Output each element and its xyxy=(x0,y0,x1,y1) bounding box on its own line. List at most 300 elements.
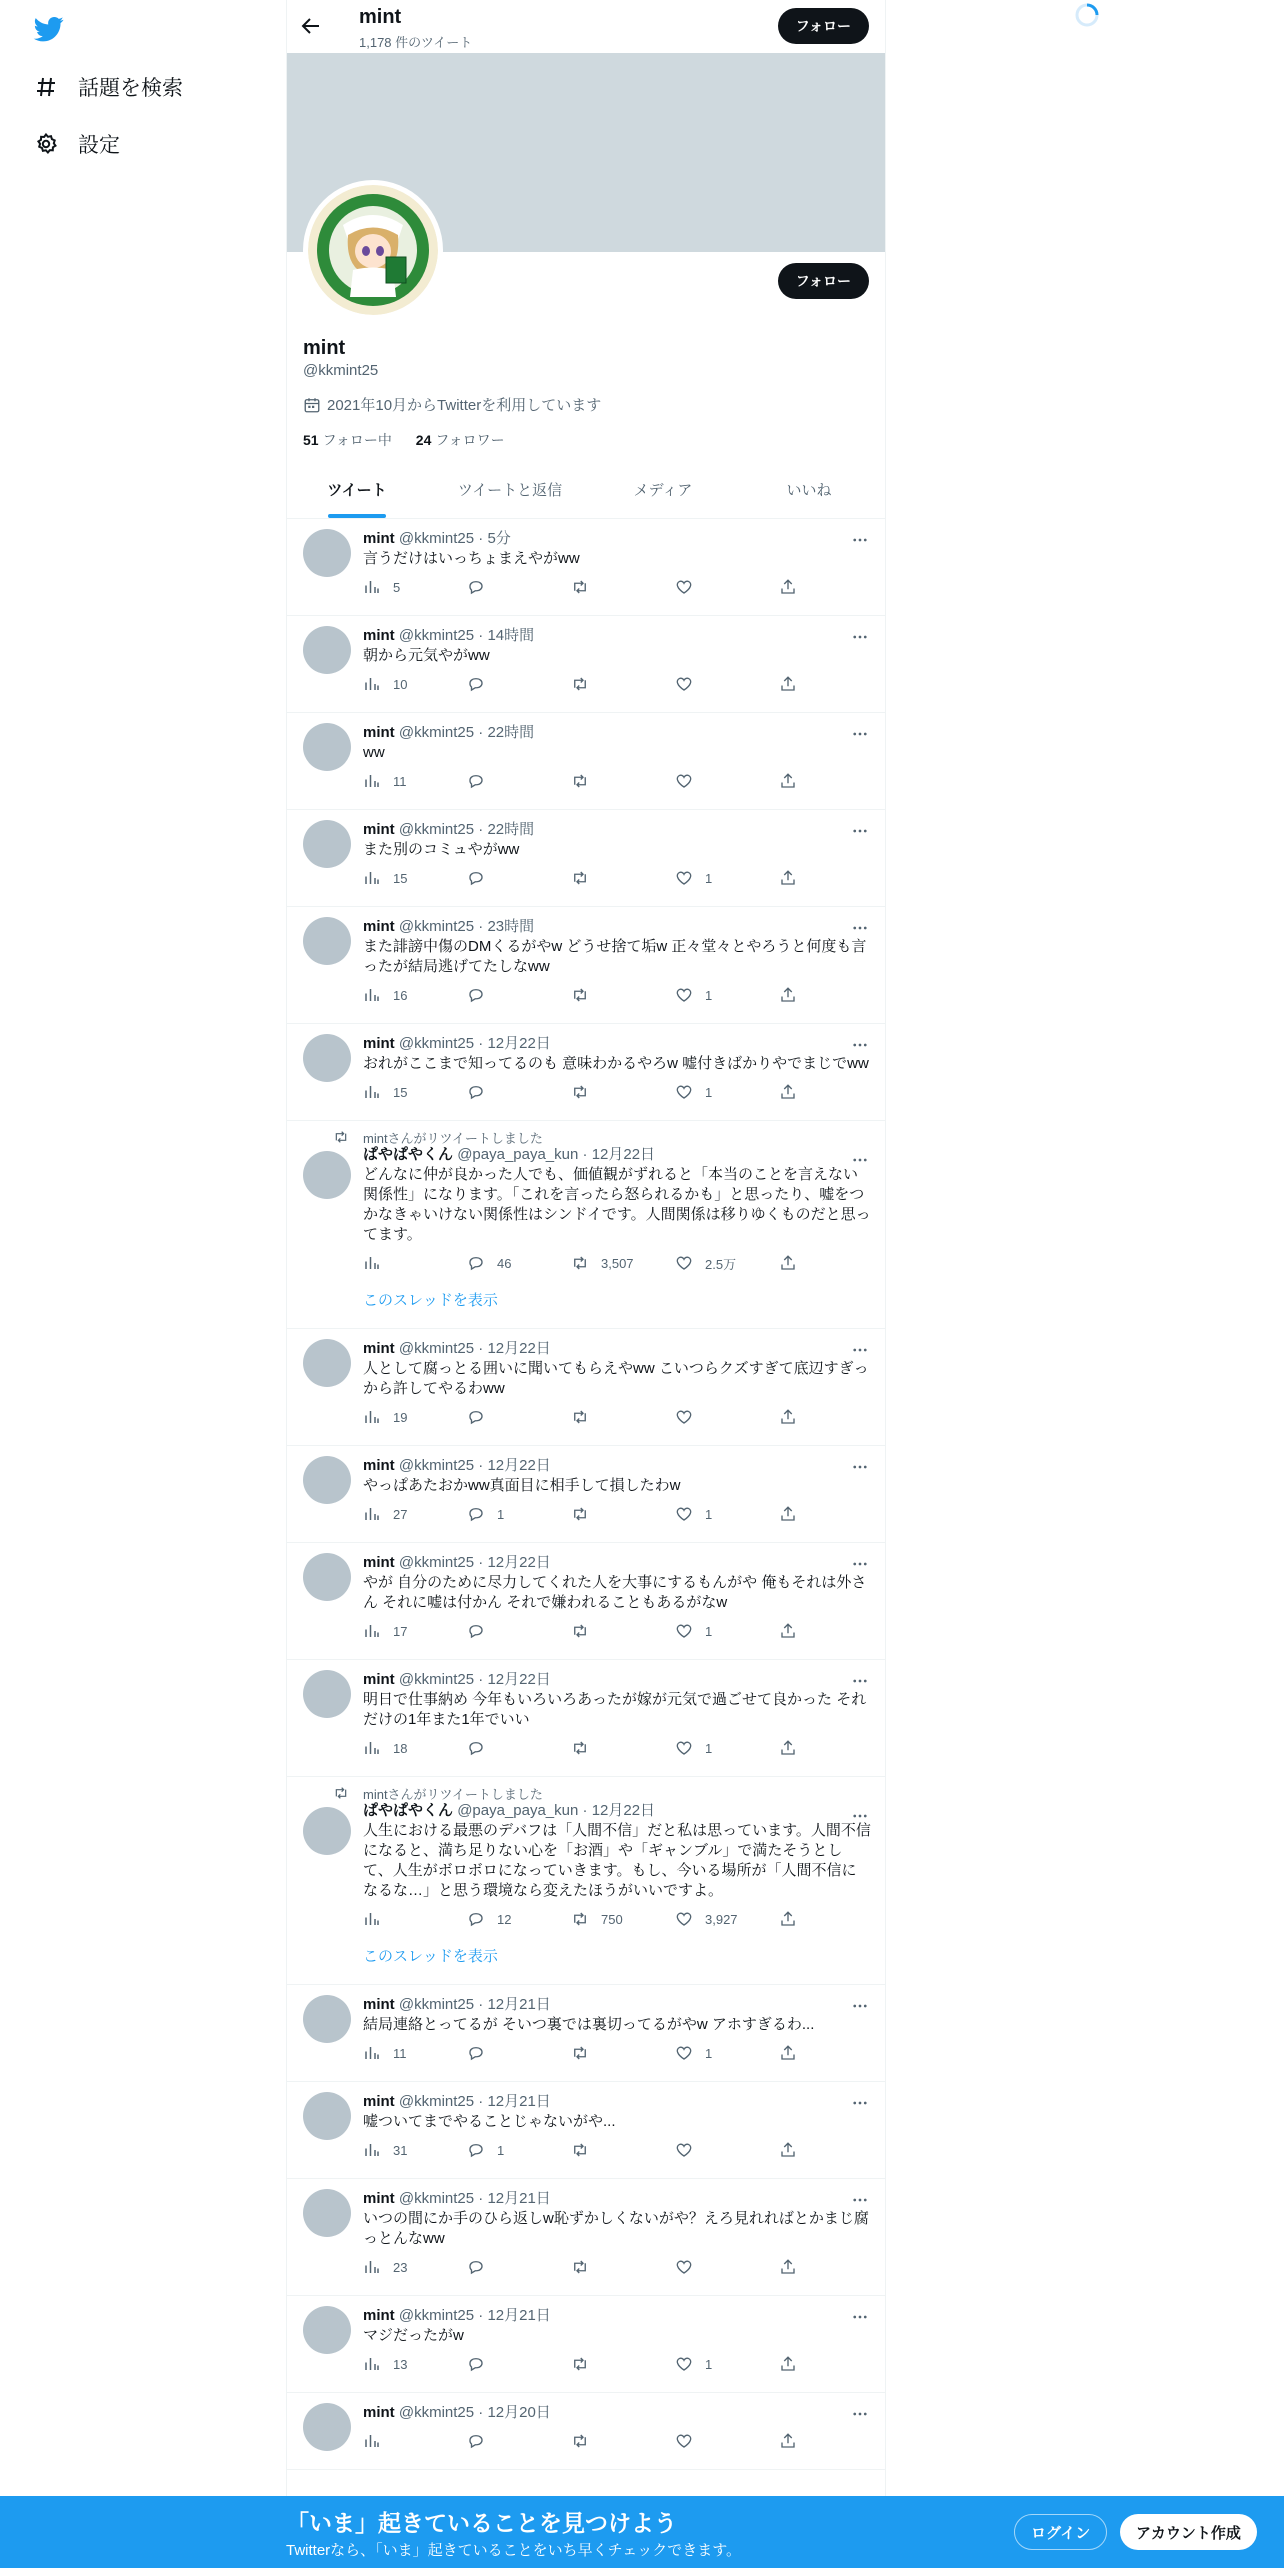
tweet-author-name[interactable]: mint xyxy=(363,2190,395,2207)
like-button[interactable] xyxy=(675,2141,779,2159)
tab-media[interactable]: メディア xyxy=(633,482,693,499)
tweet-row[interactable] xyxy=(287,1446,885,1543)
tweet-row[interactable] xyxy=(287,1121,885,1329)
reply-button[interactable] xyxy=(467,1254,571,1272)
tweet-avatar[interactable] xyxy=(303,723,351,771)
tweet-actions xyxy=(363,860,871,896)
tweet-text: ww xyxy=(363,744,385,761)
share-button[interactable] xyxy=(779,1083,809,1101)
reply-button[interactable] xyxy=(467,986,571,1004)
tweet-author-name[interactable]: mint xyxy=(363,918,395,935)
back-arrow-icon[interactable] xyxy=(299,14,323,38)
share-button[interactable] xyxy=(779,772,809,790)
reply-icon xyxy=(467,2141,485,2159)
calendar-icon xyxy=(303,396,321,414)
tweet-time[interactable]: 22時間 xyxy=(487,821,535,838)
more-options-icon[interactable] xyxy=(851,2191,869,2209)
tweet-time[interactable]: 12月21日 xyxy=(487,2093,551,2110)
tweet-author-name[interactable]: mint xyxy=(363,1671,395,1688)
retweet-icon xyxy=(571,1254,589,1272)
reply-button[interactable] xyxy=(467,2432,571,2450)
tab-likes[interactable]: いいね xyxy=(786,482,832,499)
views-icon xyxy=(363,578,381,596)
tweet-author-handle[interactable]: @kkmint25 xyxy=(398,2307,475,2324)
reply-icon xyxy=(467,675,485,693)
nav-explore[interactable] xyxy=(34,67,183,107)
tweet-content xyxy=(363,1985,871,2081)
views-button[interactable] xyxy=(363,2258,467,2276)
tweet-author-handle[interactable]: @kkmint25 xyxy=(398,2404,475,2421)
retweet-button[interactable] xyxy=(571,869,675,887)
share-button[interactable] xyxy=(779,2258,809,2276)
tweet-separator: · xyxy=(474,1457,488,1474)
tweet-author-handle[interactable]: @paya_paya_kun xyxy=(457,1802,579,1819)
more-options-icon[interactable] xyxy=(851,2094,869,2112)
tweet-time[interactable]: 12月22日 xyxy=(487,1340,551,1357)
reply-button[interactable] xyxy=(467,675,571,693)
more-options-icon[interactable] xyxy=(851,1807,869,1825)
retweet-button[interactable] xyxy=(571,2355,675,2373)
reply-count: 12 xyxy=(497,1911,512,1927)
share-button[interactable] xyxy=(779,869,809,887)
share-button[interactable] xyxy=(779,986,809,1004)
views-count: 15 xyxy=(393,1084,408,1100)
retweet-context xyxy=(363,1121,871,1145)
tweet-time[interactable]: 23時間 xyxy=(487,918,535,935)
tweet-avatar[interactable] xyxy=(303,2092,351,2140)
like-count: 1 xyxy=(705,2045,713,2061)
twitter-bird-icon[interactable] xyxy=(32,14,66,44)
tweet-row[interactable] xyxy=(287,2296,885,2393)
tweet-header xyxy=(363,1995,871,2015)
tweet-content xyxy=(363,1777,871,1984)
more-options-icon[interactable] xyxy=(851,1997,869,2015)
profile-handle: @kkmint25 xyxy=(303,362,379,379)
login-button[interactable]: ログイン xyxy=(1014,2514,1107,2550)
retweet-button[interactable] xyxy=(571,1505,675,1523)
tweet-avatar[interactable] xyxy=(303,2306,351,2354)
share-button[interactable] xyxy=(779,1739,809,1757)
retweet-button[interactable] xyxy=(571,986,675,1004)
share-icon xyxy=(779,2044,797,2062)
reply-count: 46 xyxy=(497,1255,512,1271)
views-button[interactable] xyxy=(363,986,467,1004)
tweet-separator: · xyxy=(578,1802,592,1819)
retweet-count: 750 xyxy=(601,1911,623,1927)
like-button[interactable] xyxy=(675,1254,779,1273)
views-icon xyxy=(363,1408,381,1426)
retweet-count: 3,507 xyxy=(601,1255,634,1271)
tweet-avatar[interactable] xyxy=(303,1995,351,2043)
tweet-row[interactable] xyxy=(287,1777,885,1985)
tweet-avatar[interactable] xyxy=(303,2189,351,2237)
tweet-actions xyxy=(363,763,871,799)
views-button[interactable] xyxy=(363,869,467,887)
retweet-icon xyxy=(571,2432,589,2450)
heart-icon xyxy=(675,1505,693,1523)
nav-explore-label: 話題を検索 xyxy=(78,77,183,100)
hashtag-icon xyxy=(34,75,58,99)
share-icon xyxy=(779,1505,797,1523)
tweet-author-handle[interactable]: @kkmint25 xyxy=(398,1671,475,1688)
reply-count: 1 xyxy=(497,1506,505,1522)
views-button[interactable] xyxy=(363,675,467,693)
like-button[interactable] xyxy=(675,1910,779,1928)
profile-avatar[interactable] xyxy=(303,180,443,320)
tweet-avatar[interactable] xyxy=(303,1670,351,1718)
tweet-author-name[interactable]: mint xyxy=(363,724,395,741)
tweet-separator: · xyxy=(474,2093,488,2110)
more-options-icon[interactable] xyxy=(851,1151,869,1169)
reply-button[interactable] xyxy=(467,578,571,596)
tweet-author-name[interactable]: mint xyxy=(363,1035,395,1052)
more-options-icon[interactable] xyxy=(851,919,869,937)
tweet-author-handle[interactable]: @kkmint25 xyxy=(398,724,475,741)
tweet-author-handle[interactable]: @kkmint25 xyxy=(398,918,475,935)
share-icon xyxy=(779,1739,797,1757)
retweet-icon xyxy=(571,1083,589,1101)
like-count: 1 xyxy=(705,1740,713,1756)
tweet-author-handle[interactable]: @kkmint25 xyxy=(398,821,475,838)
tweet-author-handle[interactable]: @kkmint25 xyxy=(398,627,475,644)
tweet-author-handle[interactable]: @kkmint25 xyxy=(398,1996,475,2013)
share-icon xyxy=(779,2432,797,2450)
retweet-button[interactable] xyxy=(571,2044,675,2062)
tweet-avatar[interactable] xyxy=(303,1553,351,1601)
reply-button[interactable] xyxy=(467,1910,571,1928)
tweet-separator: · xyxy=(474,1554,488,1571)
like-button[interactable] xyxy=(675,2355,779,2373)
views-count: 11 xyxy=(393,2045,407,2061)
tweet-avatar[interactable] xyxy=(303,820,351,868)
tweet-text: 人生における最悪のデバフは「人間不信」だと私は思っています。人間不信になると、満ち足りない心を「お酒」や「ギャンブル」で満たそうとして、人生がボロボロになっていきます。もし、今いる場所が「人間不信になるな…」と思う環境なら変えたほうがいいですよ。 xyxy=(363,1822,871,1899)
tab-tweets-and-replies[interactable]: ツイートと返信 xyxy=(457,482,563,499)
tweet-time[interactable]: 12月22日 xyxy=(487,1457,551,1474)
reply-button[interactable] xyxy=(467,1083,571,1101)
like-button[interactable] xyxy=(675,986,779,1004)
tweet-row[interactable] xyxy=(287,907,885,1024)
reply-button[interactable] xyxy=(467,2141,571,2159)
reply-button[interactable] xyxy=(467,772,571,790)
tweet-author-handle[interactable]: @kkmint25 xyxy=(398,1035,475,1052)
retweet-button[interactable] xyxy=(571,1408,675,1426)
reply-button[interactable] xyxy=(467,869,571,887)
reply-button[interactable] xyxy=(467,2044,571,2062)
tweet-avatar[interactable] xyxy=(303,626,351,674)
tweet-time[interactable]: 5分 xyxy=(487,530,511,547)
retweet-button[interactable] xyxy=(571,772,675,790)
share-button[interactable] xyxy=(779,2141,809,2159)
like-button[interactable] xyxy=(675,2432,779,2450)
share-button[interactable] xyxy=(779,2044,809,2062)
tweet-row[interactable] xyxy=(287,616,885,713)
views-button[interactable] xyxy=(363,2432,467,2450)
share-button[interactable] xyxy=(779,1505,809,1523)
like-button[interactable] xyxy=(675,1408,779,1426)
like-count: 1 xyxy=(705,1506,713,1522)
tweet-actions xyxy=(363,1613,871,1649)
tweet-avatar[interactable] xyxy=(303,1456,351,1504)
tweet-content xyxy=(363,713,871,809)
tweet-author-handle[interactable]: @kkmint25 xyxy=(398,2190,475,2207)
views-button[interactable] xyxy=(363,1083,467,1101)
tweet-text: また誹謗中傷のDMくるがやw どうせ捨て垢w 正々堂々とやろうと何度も言ったが結局逃げてたしなww xyxy=(363,938,867,975)
heart-icon xyxy=(675,2044,693,2062)
more-options-icon[interactable] xyxy=(851,1036,869,1054)
more-options-icon[interactable] xyxy=(851,822,869,840)
like-count: 1 xyxy=(705,987,713,1003)
heart-icon xyxy=(675,578,693,596)
views-button[interactable] xyxy=(363,1910,467,1928)
retweet-icon xyxy=(571,772,589,790)
gear-icon xyxy=(34,132,58,156)
tweet-row[interactable] xyxy=(287,1329,885,1446)
signup-button[interactable]: アカウント作成 xyxy=(1120,2514,1257,2550)
reply-button[interactable] xyxy=(467,1408,571,1426)
tweet-time[interactable]: 12月20日 xyxy=(487,2404,551,2421)
reply-icon xyxy=(467,772,485,790)
tweet-content xyxy=(363,519,871,615)
tweet-time[interactable]: 12月22日 xyxy=(487,1554,551,1571)
share-button[interactable] xyxy=(779,2432,809,2450)
tweet-row[interactable] xyxy=(287,2082,885,2179)
tweet-time[interactable]: 12月22日 xyxy=(487,1671,551,1688)
retweet-icon xyxy=(571,1622,589,1640)
tweet-author-handle[interactable]: @kkmint25 xyxy=(398,2093,475,2110)
tweet-author-name[interactable]: mint xyxy=(363,2307,395,2324)
reply-button[interactable] xyxy=(467,2355,571,2373)
views-button[interactable] xyxy=(363,772,467,790)
more-options-icon[interactable] xyxy=(851,628,869,646)
tweet-row[interactable] xyxy=(287,2393,885,2470)
tweet-time[interactable]: 12月21日 xyxy=(487,1996,551,2013)
retweet-button[interactable] xyxy=(571,578,675,596)
tweet-author-name[interactable]: mint xyxy=(363,1554,395,1571)
nav-settings[interactable] xyxy=(34,124,120,164)
heart-icon xyxy=(675,1739,693,1757)
retweet-button[interactable] xyxy=(571,2258,675,2276)
tweet-avatar[interactable] xyxy=(303,2403,351,2451)
heart-icon xyxy=(675,2432,693,2450)
retweet-icon xyxy=(333,1129,349,1145)
share-button[interactable] xyxy=(779,2355,809,2373)
views-count: 11 xyxy=(393,773,407,789)
profile-follow-button[interactable]: フォロー xyxy=(778,263,869,299)
retweet-button[interactable] xyxy=(571,1254,675,1272)
tweet-avatar[interactable] xyxy=(303,1807,351,1855)
followers-link[interactable] xyxy=(416,432,505,448)
like-button[interactable] xyxy=(675,1505,779,1523)
views-button[interactable] xyxy=(363,2355,467,2373)
views-button[interactable] xyxy=(363,1254,467,1272)
share-button[interactable] xyxy=(779,1622,809,1640)
retweet-button[interactable] xyxy=(571,2141,675,2159)
share-button[interactable] xyxy=(779,1910,809,1928)
reply-button[interactable] xyxy=(467,1739,571,1757)
tweet-author-name[interactable]: mint xyxy=(363,2093,395,2110)
views-icon xyxy=(363,1622,381,1640)
tweet-author-name[interactable]: mint xyxy=(363,530,395,547)
more-options-icon[interactable] xyxy=(851,531,869,549)
tweet-separator: · xyxy=(474,530,488,547)
like-button[interactable] xyxy=(675,1739,779,1757)
like-button[interactable] xyxy=(675,675,779,693)
retweet-button[interactable] xyxy=(571,1739,675,1757)
retweet-button[interactable] xyxy=(571,1622,675,1640)
tweet-author-name[interactable]: mint xyxy=(363,821,395,838)
tweet-content xyxy=(363,907,871,1023)
tweet-actions xyxy=(363,1496,871,1532)
tweet-actions xyxy=(363,2035,871,2071)
like-count: 1 xyxy=(705,1084,713,1100)
tweet-avatar[interactable] xyxy=(303,529,351,577)
retweet-button[interactable] xyxy=(571,1083,675,1101)
tweet-author-handle[interactable]: @kkmint25 xyxy=(398,1340,475,1357)
retweet-button[interactable] xyxy=(571,675,675,693)
like-button[interactable] xyxy=(675,578,779,596)
profile-joined-text: 2021年10月からTwitterを利用しています xyxy=(327,397,602,414)
tweet-avatar[interactable] xyxy=(303,917,351,965)
reply-icon xyxy=(467,578,485,596)
tweet-separator: · xyxy=(578,1146,592,1163)
tweet-author-handle[interactable]: @kkmint25 xyxy=(398,1457,475,1474)
tweet-author-handle[interactable]: @kkmint25 xyxy=(398,530,475,547)
reply-icon xyxy=(467,2044,485,2062)
share-icon xyxy=(779,869,797,887)
tweet-row[interactable] xyxy=(287,810,885,907)
profile-joined xyxy=(303,394,601,415)
tweet-feed xyxy=(287,519,885,2470)
retweet-button[interactable] xyxy=(571,1910,675,1928)
more-options-icon[interactable] xyxy=(851,725,869,743)
share-icon xyxy=(779,2355,797,2373)
more-options-icon[interactable] xyxy=(851,1458,869,1476)
heart-icon xyxy=(675,1408,693,1426)
tweet-actions xyxy=(363,2249,871,2285)
tweet-avatar[interactable] xyxy=(303,1034,351,1082)
show-thread-link[interactable]: このスレッドを表示 xyxy=(363,1948,498,1965)
more-options-icon[interactable] xyxy=(851,2308,869,2326)
tweet-content xyxy=(363,1329,871,1445)
views-icon xyxy=(363,772,381,790)
views-button[interactable] xyxy=(363,1622,467,1640)
following-link[interactable] xyxy=(303,432,392,448)
views-icon xyxy=(363,986,381,1004)
tweet-author-name[interactable]: mint xyxy=(363,2404,395,2421)
tweet-row[interactable] xyxy=(287,1024,885,1121)
like-button[interactable] xyxy=(675,2044,779,2062)
tweet-author-name[interactable]: ぱやぱやくん xyxy=(363,1146,454,1163)
tweet-time[interactable]: 12月22日 xyxy=(591,1146,656,1163)
tweet-content xyxy=(363,2179,871,2295)
like-button[interactable] xyxy=(675,772,779,790)
following-label: フォロー中 xyxy=(322,432,392,448)
tweet-author-name[interactable]: mint xyxy=(363,627,395,644)
tweet-time[interactable]: 22時間 xyxy=(487,724,535,741)
tweet-author-name[interactable]: mint xyxy=(363,1457,395,1474)
tweet-row[interactable] xyxy=(287,2179,885,2296)
tweet-header xyxy=(363,820,871,840)
tweet-author-handle[interactable]: @paya_paya_kun xyxy=(457,1146,579,1163)
tweet-author-name[interactable]: ぱやぱやくん xyxy=(363,1802,454,1819)
tab-tweets[interactable]: ツイート xyxy=(287,461,427,518)
tweet-row[interactable] xyxy=(287,1660,885,1777)
heart-icon xyxy=(675,986,693,1004)
retweet-icon xyxy=(571,2141,589,2159)
share-icon xyxy=(779,1910,797,1928)
reply-button[interactable] xyxy=(467,2258,571,2276)
reply-icon xyxy=(467,1622,485,1640)
tweet-time[interactable]: 12月21日 xyxy=(487,2307,551,2324)
tweet-avatar[interactable] xyxy=(303,1339,351,1387)
tweet-author-name[interactable]: mint xyxy=(363,1340,395,1357)
views-button[interactable] xyxy=(363,2141,467,2159)
like-count: 1 xyxy=(705,1623,713,1639)
like-button[interactable] xyxy=(675,2258,779,2276)
reply-button[interactable] xyxy=(467,1622,571,1640)
show-thread-link[interactable]: このスレッドを表示 xyxy=(363,1292,498,1309)
tweet-header xyxy=(363,2403,871,2423)
more-options-icon[interactable] xyxy=(851,2405,869,2423)
views-icon xyxy=(363,2355,381,2373)
tweet-time[interactable]: 14時間 xyxy=(487,627,535,644)
tweet-time[interactable]: 12月22日 xyxy=(487,1035,551,1052)
tweet-time[interactable]: 12月22日 xyxy=(591,1802,656,1819)
tweet-avatar[interactable] xyxy=(303,1151,351,1199)
views-icon xyxy=(363,1739,381,1757)
views-button[interactable] xyxy=(363,1505,467,1523)
tweet-text: また別のコミュやがww xyxy=(363,841,520,858)
like-count: 3,927 xyxy=(705,1911,738,1927)
tweet-author-handle[interactable]: @kkmint25 xyxy=(398,1554,475,1571)
reply-button[interactable] xyxy=(467,1505,571,1523)
views-button[interactable] xyxy=(363,1739,467,1757)
share-button[interactable] xyxy=(779,578,809,596)
more-options-icon[interactable] xyxy=(851,1555,869,1573)
share-button[interactable] xyxy=(779,675,809,693)
tweet-actions xyxy=(363,2346,871,2382)
tweet-row[interactable] xyxy=(287,713,885,810)
share-button[interactable] xyxy=(779,1408,809,1426)
tweet-row[interactable] xyxy=(287,1543,885,1660)
retweet-button[interactable] xyxy=(571,2432,675,2450)
share-icon xyxy=(779,772,797,790)
views-button[interactable] xyxy=(363,578,467,596)
views-button[interactable] xyxy=(363,1408,467,1426)
views-icon xyxy=(363,1254,381,1272)
header-follow-button[interactable]: フォロー xyxy=(778,8,869,44)
tweet-author-name[interactable]: mint xyxy=(363,1996,395,2013)
tweet-row[interactable] xyxy=(287,1985,885,2082)
tweet-separator: · xyxy=(474,724,488,741)
like-button[interactable] xyxy=(675,1622,779,1640)
tweet-text: やっぱあたおかww真面目に相手して損したわw xyxy=(363,1477,681,1494)
tweet-actions xyxy=(363,1245,871,1281)
more-options-icon[interactable] xyxy=(851,1672,869,1690)
retweet-context xyxy=(363,1777,871,1801)
like-button[interactable] xyxy=(675,869,779,887)
tweet-row[interactable] xyxy=(287,519,885,616)
like-button[interactable] xyxy=(675,1083,779,1101)
share-button[interactable] xyxy=(779,1254,809,1272)
header-tweet-count: 1,178 件のツイート xyxy=(359,35,473,50)
tweet-time[interactable]: 12月21日 xyxy=(487,2190,551,2207)
tweet-content xyxy=(363,1446,871,1542)
more-options-icon[interactable] xyxy=(851,1341,869,1359)
views-button[interactable] xyxy=(363,2044,467,2062)
share-icon xyxy=(779,1622,797,1640)
tweet-actions xyxy=(363,1399,871,1435)
